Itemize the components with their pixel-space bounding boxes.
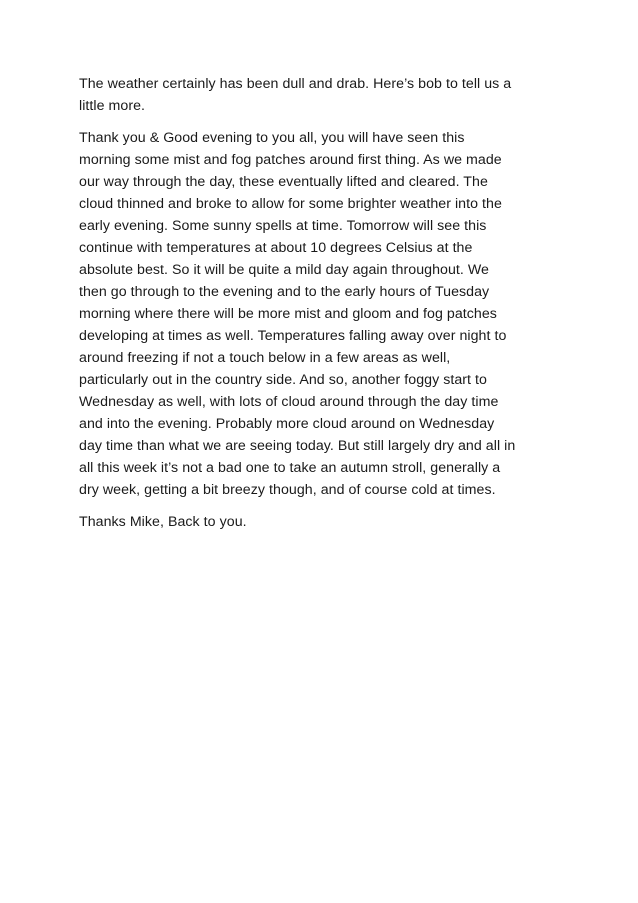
text-line: early evening. Some sunny spells at time. Tomorrow will see this [79,218,487,234]
intro-paragraph [79,73,567,117]
closing-paragraph [79,511,567,533]
text-line: absolute best. So it will be quite a mild day again throughout. We [79,262,489,278]
text-line: morning where there will be more mist and gloom and fog patches [79,306,497,322]
text-line: all this week it’s not a bad one to take an autumn stroll, generally a [79,460,501,476]
text-line: morning some mist and fog patches around first thing. As we made [79,152,502,168]
text-line: Wednesday as well, with lots of cloud around through the day time [79,394,499,410]
text-line: day time than what we are seeing today. But still largely dry and all in [79,438,516,454]
text-line: cloud thinned and broke to allow for some brighter weather into the [79,196,502,212]
document-body [79,73,567,543]
text-line: our way through the day, these eventually lifted and cleared. The [79,174,488,190]
text-line: and into the evening. Probably more cloud around on Wednesday [79,416,495,432]
forecast-paragraph [79,127,567,501]
text-line: then go through to the evening and to the early hours of Tuesday [79,284,490,300]
text-line: The weather certainly has been dull and drab. Here’s bob to tell us a [79,76,512,92]
text-line: Thank you & Good evening to you all, you will have seen this [79,130,465,146]
text-line: developing at times as well. Temperatures falling away over night to [79,328,507,344]
text-line: continue with temperatures at about 10 degrees Celsius at the [79,240,473,256]
text-line: around freezing if not a touch below in a few areas as well, [79,350,451,366]
text-line: dry week, getting a bit breezy though, and of course cold at times. [79,482,496,498]
text-line: little more. [79,98,146,114]
text-line: Thanks Mike, Back to you. [79,514,247,530]
text-line: particularly out in the country side. And so, another foggy start to [79,372,487,388]
